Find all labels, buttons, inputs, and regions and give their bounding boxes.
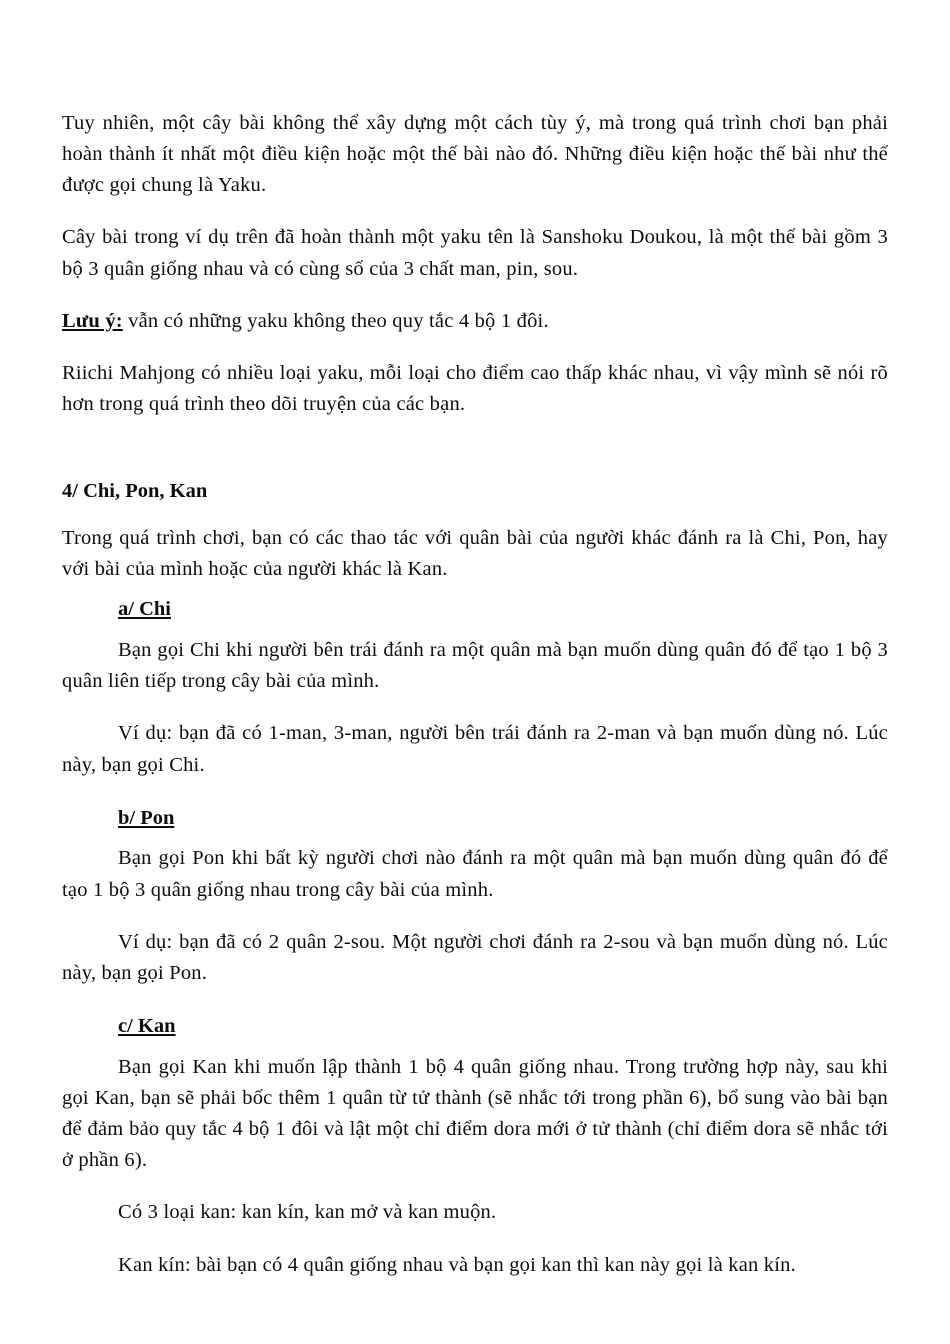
paragraph-yaku-variety: Riichi Mahjong có nhiều loại yaku, mỗi loại cho điểm cao thấp khác nhau, vì vậy mình sẽ nói rõ hơn trong quá trình theo dõi truyện của các bạn. <box>62 361 888 416</box>
paragraph-kan-2: Có 3 loại kan: kan kín, kan mở và kan muộn. <box>118 1201 497 1224</box>
paragraph-section-intro: Trong quá trình chơi, bạn có các thao tác với quân bài của người khác đánh ra là Chi, Pon, hay với bài của mình hoặc của người khác là Kan. <box>62 527 888 581</box>
paragraph-sanshoku-doukou: Cây bài trong ví dụ trên đã hoàn thành một yaku tên là Sanshoku Doukou, là một thế bài gồm 3 bộ 3 quân giống nhau và có cùng số của 3 chất man, pin, sou. <box>62 226 888 280</box>
note-text: vẫn có những yaku không theo quy tắc 4 bộ 1 đôi. <box>122 309 549 332</box>
paragraph-yaku-intro: Tuy nhiên, một cây bài không thể xây dựng một cách tùy ý, mà trong quá trình chơi bạn phải hoàn thành ít nhất một điều kiện hoặc một thế bài nào đó. Những điều kiện hoặc thế bài như thế được gọi chung là Yaku. <box>62 112 888 197</box>
paragraph-pon-1: Bạn gọi Pon khi bất kỳ người chơi nào đánh ra một quân mà bạn muốn dùng quân đó để tạo 1 bộ 3 quân giống nhau trong cây bài của mình. <box>62 847 888 901</box>
section-heading-chi-pon-kan: 4/ Chi, Pon, Kan <box>62 480 208 503</box>
subheading-pon: b/ Pon <box>118 806 175 829</box>
paragraph-kan-3: Kan kín: bài bạn có 4 quân giống nhau và bạn gọi kan thì kan này gọi là kan kín. <box>118 1253 796 1276</box>
subheading-chi: a/ Chi <box>118 598 171 621</box>
paragraph-kan-1: Bạn gọi Kan khi muốn lập thành 1 bộ 4 quân giống nhau. Trong trường hợp này, sau khi gọi Kan, bạn sẽ phải bốc thêm 1 quân từ tử thành (sẽ nhắc tới trong phần 6), bổ sung vào bài bạn để đảm bảo quy tắc 4 bộ 1 đôi và lật một chỉ điểm dora mới ở tử thành (chỉ điểm dora sẽ nhắc tới ở phần 6). <box>62 1055 888 1172</box>
paragraph-note <box>62 306 888 337</box>
paragraph-chi-1: Bạn gọi Chi khi người bên trái đánh ra một quân mà bạn muốn dùng quân đó để tạo 1 bộ 3 quân liên tiếp trong cây bài của mình. <box>62 639 888 693</box>
note-label: Lưu ý: <box>62 309 123 332</box>
subheading-kan: c/ Kan <box>118 1015 176 1038</box>
paragraph-chi-2: Ví dụ: bạn đã có 1-man, 3-man, người bên trái đánh ra 2-man và bạn muốn dùng nó. Lúc này, bạn gọi Chi. <box>62 722 888 776</box>
paragraph-pon-2: Ví dụ: bạn đã có 2 quân 2-sou. Một người chơi đánh ra 2-sou và bạn muốn dùng nó. Lúc này, bạn gọi Pon. <box>62 930 888 984</box>
